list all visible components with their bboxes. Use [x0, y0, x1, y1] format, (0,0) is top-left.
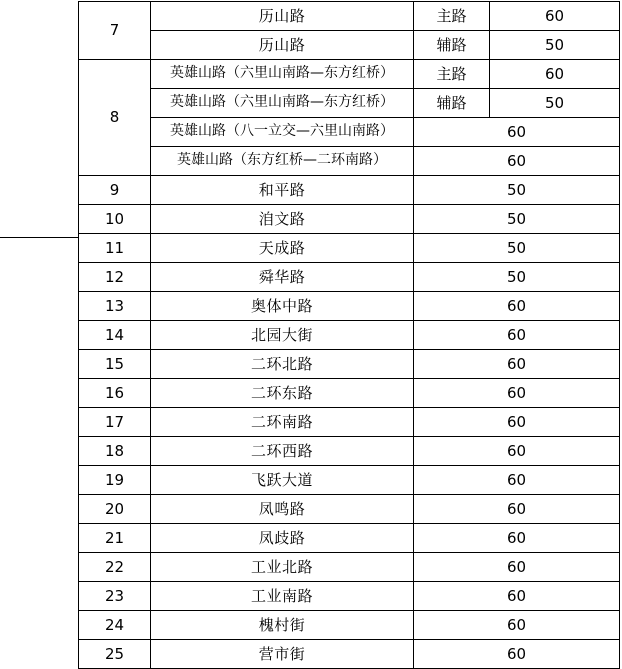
road-name-cell: 二环南路 — [151, 408, 414, 437]
road-name-cell: 舜华路 — [151, 263, 414, 292]
speed-limit-cell: 60 — [414, 408, 620, 437]
table-row — [79, 176, 620, 205]
road-name-cell: 天成路 — [151, 234, 414, 263]
row-index-cell: 11 — [79, 234, 151, 263]
speed-limit-cell: 60 — [414, 118, 620, 147]
road-name-cell: 英雄山路（六里山南路—东方红桥） — [151, 60, 414, 89]
road-name-cell: 二环西路 — [151, 437, 414, 466]
road-type-cell: 主路 — [414, 2, 490, 31]
road-speed-limit-table — [78, 1, 620, 669]
speed-limit-cell: 60 — [414, 466, 620, 495]
road-name-cell: 奥体中路 — [151, 292, 414, 321]
table-row — [79, 350, 620, 379]
speed-limit-cell: 60 — [414, 495, 620, 524]
road-type-cell: 辅路 — [414, 89, 490, 118]
table-row — [79, 118, 620, 147]
row-index-cell: 18 — [79, 437, 151, 466]
speed-limit-cell: 60 — [490, 60, 620, 89]
table-row — [79, 495, 620, 524]
speed-limit-cell: 60 — [414, 292, 620, 321]
road-type-cell: 辅路 — [414, 31, 490, 60]
speed-limit-cell: 50 — [414, 205, 620, 234]
table-row — [79, 321, 620, 350]
row-index-cell: 12 — [79, 263, 151, 292]
table-row — [79, 379, 620, 408]
road-type-cell: 主路 — [414, 60, 490, 89]
road-name-cell: 二环北路 — [151, 350, 414, 379]
road-name-cell: 凤鸣路 — [151, 495, 414, 524]
road-name-cell: 营市街 — [151, 640, 414, 669]
table-row — [79, 437, 620, 466]
road-name-cell: 历山路 — [151, 2, 414, 31]
road-name-cell: 历山路 — [151, 31, 414, 60]
road-name-cell: 槐村街 — [151, 611, 414, 640]
road-name-cell: 洎文路 — [151, 205, 414, 234]
table-row — [79, 60, 620, 89]
speed-limit-cell: 50 — [414, 176, 620, 205]
table-row — [79, 205, 620, 234]
speed-limit-cell: 50 — [414, 263, 620, 292]
speed-limit-cell: 60 — [490, 2, 620, 31]
left-margin-rule — [0, 237, 79, 238]
road-name-cell: 英雄山路（东方红桥—二环南路） — [151, 147, 414, 176]
speed-limit-cell: 50 — [414, 234, 620, 263]
speed-limit-cell: 50 — [490, 31, 620, 60]
row-index-cell: 16 — [79, 379, 151, 408]
table-row — [79, 640, 620, 669]
row-index-cell: 25 — [79, 640, 151, 669]
table-row — [79, 292, 620, 321]
speed-limit-cell: 60 — [414, 611, 620, 640]
road-name-cell: 和平路 — [151, 176, 414, 205]
row-index-cell: 8 — [79, 60, 151, 176]
row-index-cell: 15 — [79, 350, 151, 379]
row-index-cell: 21 — [79, 524, 151, 553]
table-row — [79, 89, 620, 118]
table-row — [79, 553, 620, 582]
table-row — [79, 31, 620, 60]
row-index-cell: 24 — [79, 611, 151, 640]
speed-limit-cell: 60 — [414, 524, 620, 553]
row-index-cell: 7 — [79, 2, 151, 60]
road-name-cell: 凤歧路 — [151, 524, 414, 553]
speed-limit-cell: 60 — [414, 553, 620, 582]
speed-limit-cell: 60 — [414, 582, 620, 611]
road-name-cell: 二环东路 — [151, 379, 414, 408]
road-name-cell: 工业北路 — [151, 553, 414, 582]
table-row — [79, 524, 620, 553]
table-row — [79, 234, 620, 263]
speed-limit-cell: 60 — [414, 379, 620, 408]
road-name-cell: 英雄山路（六里山南路—东方红桥） — [151, 89, 414, 118]
table-row — [79, 263, 620, 292]
table-row — [79, 147, 620, 176]
speed-limit-cell: 50 — [490, 89, 620, 118]
road-name-cell: 工业南路 — [151, 582, 414, 611]
row-index-cell: 14 — [79, 321, 151, 350]
speed-limit-cell: 60 — [414, 437, 620, 466]
speed-limit-cell: 60 — [414, 147, 620, 176]
row-index-cell: 19 — [79, 466, 151, 495]
road-name-cell: 英雄山路（八一立交—六里山南路） — [151, 118, 414, 147]
speed-limit-cell: 60 — [414, 640, 620, 669]
speed-limit-cell: 60 — [414, 321, 620, 350]
row-index-cell: 23 — [79, 582, 151, 611]
table-row — [79, 408, 620, 437]
table-body — [79, 2, 620, 669]
table-row — [79, 2, 620, 31]
row-index-cell: 10 — [79, 205, 151, 234]
table-row — [79, 466, 620, 495]
speed-limit-cell: 60 — [414, 350, 620, 379]
row-index-cell: 22 — [79, 553, 151, 582]
row-index-cell: 9 — [79, 176, 151, 205]
row-index-cell: 13 — [79, 292, 151, 321]
table-row — [79, 582, 620, 611]
row-index-cell: 20 — [79, 495, 151, 524]
row-index-cell: 17 — [79, 408, 151, 437]
table-row — [79, 611, 620, 640]
road-name-cell: 北园大街 — [151, 321, 414, 350]
road-name-cell: 飞跃大道 — [151, 466, 414, 495]
